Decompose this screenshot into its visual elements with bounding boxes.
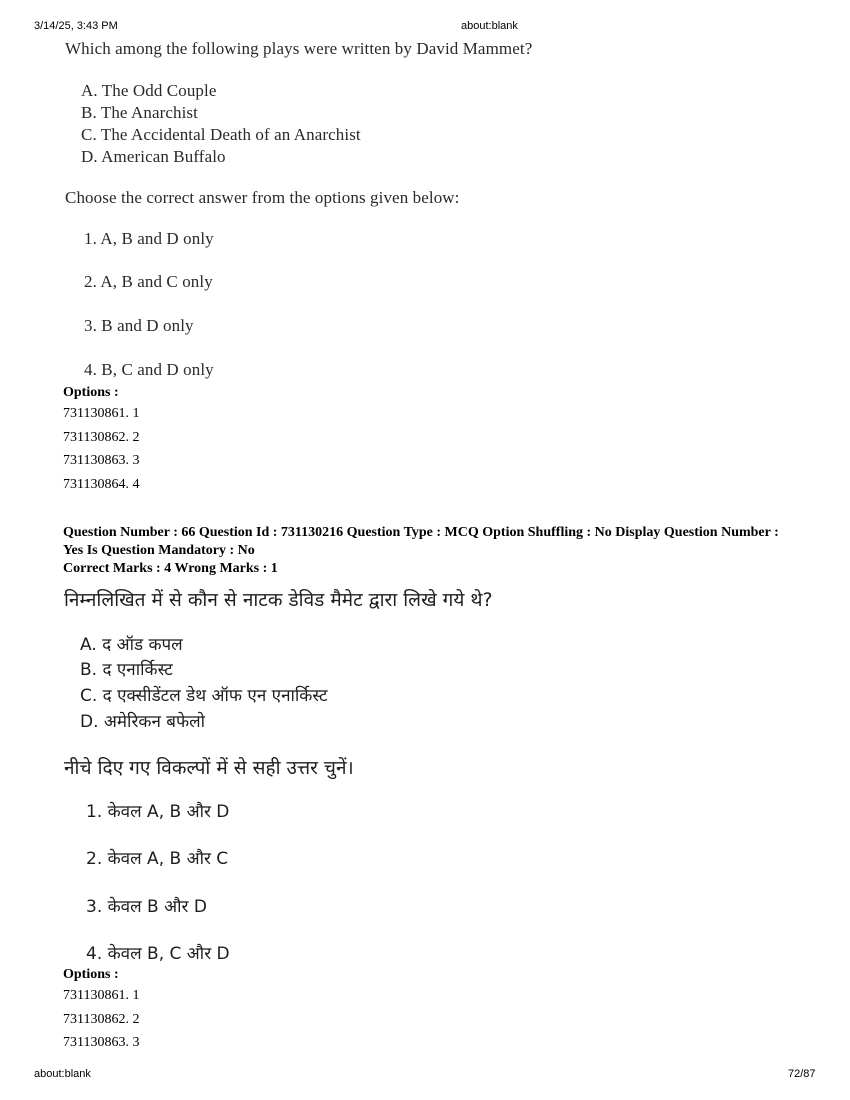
answer-choice: 2. केवल A, B और C [86,849,229,869]
list-item: C. द एक्सीडेंटल डेथ ऑफ एन एनार्किस्ट [80,686,328,706]
option-row: 731130864. 4 [63,477,140,492]
option-row: 731130863. 3 [63,453,140,468]
question-metadata: Question Number : 66 Question Id : 731130216 Question Type : MCQ Option Shuffling : No Display Question Number : Yes Is Question Mandatory : No [63,525,779,558]
option-row: 731130862. 2 [63,430,140,445]
print-footer-url: about:blank [34,1068,91,1080]
list-item: C. The Accidental Death of an Anarchist [81,125,361,144]
option-row: 731130861. 1 [63,988,140,1003]
option-row: 731130861. 1 [63,406,140,421]
answer-choice: 2. A, B and C only [84,272,213,291]
answer-choice: 3. केवल B और D [86,897,207,917]
list-item: A. The Odd Couple [81,81,217,100]
answer-choice: 1. केवल A, B और D [86,802,230,822]
list-item: B. The Anarchist [81,103,198,122]
list-item: D. American Buffalo [81,147,226,166]
answer-choice: 4. केवल B, C और D [86,944,230,964]
option-row: 731130863. 3 [63,1035,140,1050]
answer-choice: 4. B, C and D only [84,360,214,379]
options-label: Options : [63,385,119,400]
question-text-hindi: निम्नलिखित में से कौन से नाटक डेविड मैमेट द्वारा लिखे गये थे? [64,589,493,611]
answer-choice: 1. A, B and D only [84,229,214,248]
page-number: 72/87 [788,1068,816,1080]
question-text: Which among the following plays were written by David Mammet? [65,39,533,58]
instruction-text: Choose the correct answer from the options given below: [65,188,460,207]
print-datetime: 3/14/25, 3:43 PM [34,20,118,32]
print-header-url: about:blank [461,20,518,32]
list-item: B. द एनार्किस्ट [80,660,173,680]
options-label: Options : [63,967,119,982]
answer-choice: 3. B and D only [84,316,194,335]
option-row: 731130862. 2 [63,1012,140,1027]
list-item: A. द ऑड कपल [80,635,183,655]
instruction-text-hindi: नीचे दिए गए विकल्पों में से सही उत्तर चुनें। [64,757,354,779]
list-item: D. अमेरिकन बफेलो [80,712,206,732]
marks-info: Correct Marks : 4 Wrong Marks : 1 [63,561,278,576]
